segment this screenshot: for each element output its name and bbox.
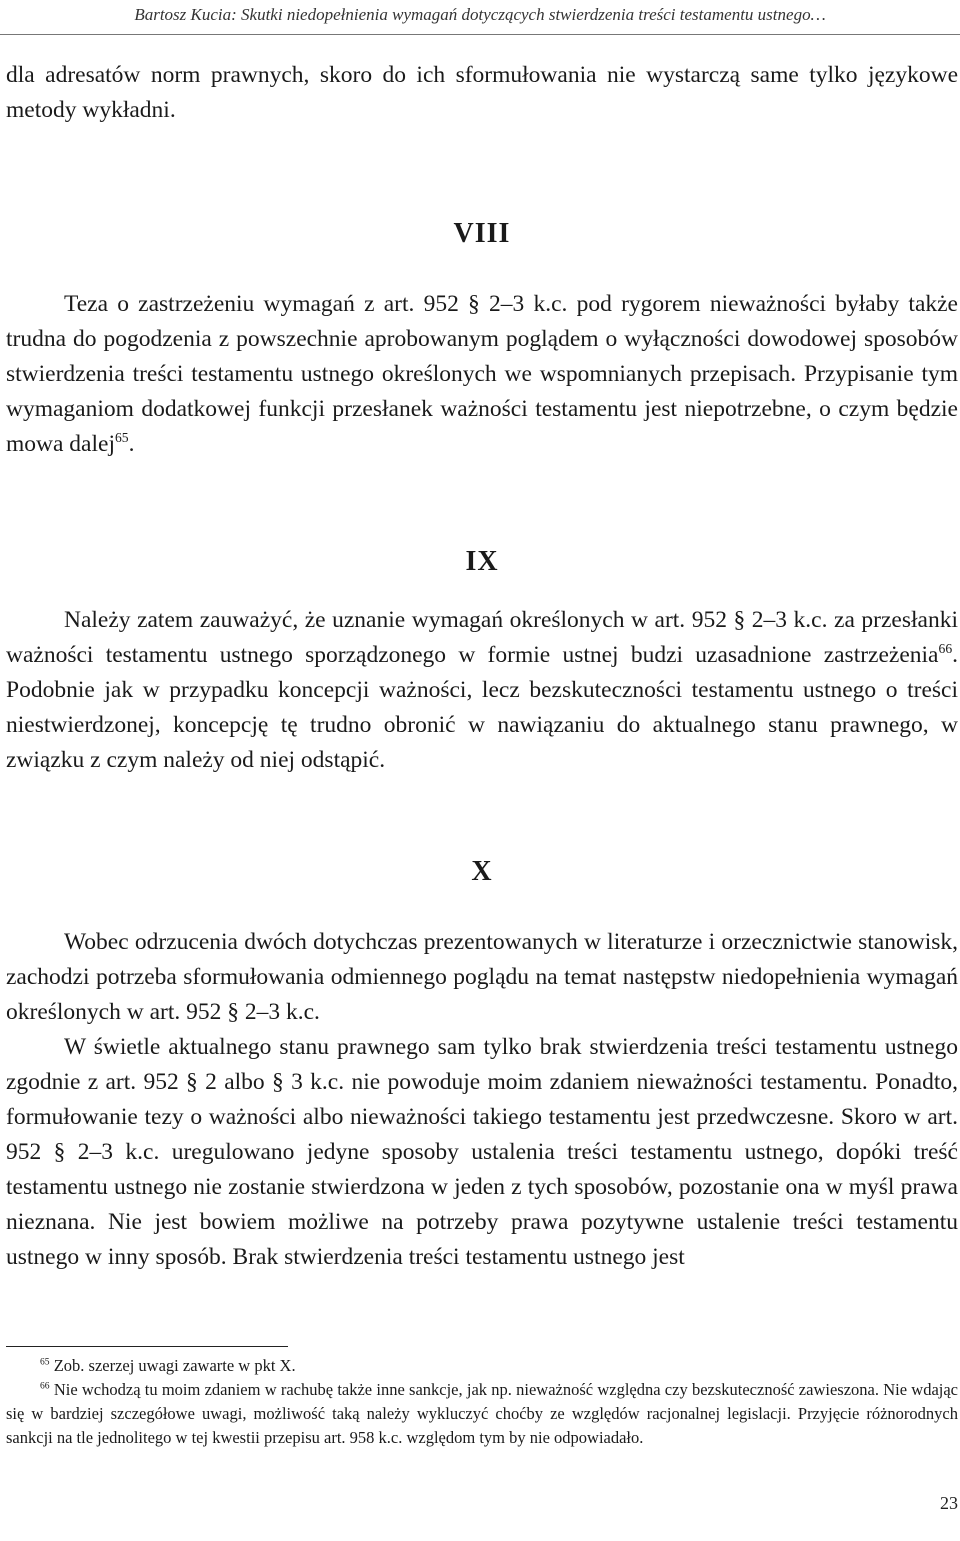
page-content — [6, 58, 958, 1275]
paragraph-text: Teza o zastrzeżeniu wymagań z art. 952 § 2–3 k.c. pod rygorem nieważności byłaby także trudna do pogodzenia z powszechnie aprobowanym poglądem o wyłączności dowodowej sposobów stwierdzenia treści testamentu ustnego określonych we wspomnianych przepisach. Przypisanie tym wymaganiom dodatkowej funkcji przesłanek ważności testamentu jest niepotrzebne, o czym będzie mowa dalej — [6, 291, 958, 457]
footnote-66 — [6, 1378, 958, 1450]
footnote-ref-66: 66 — [938, 641, 953, 657]
paragraph-text: . Podobnie jak w przypadku koncepcji ważności, lecz bezskuteczności testamentu ustnego o treści niestwierdzonej, koncepcję tę trudno obronić w nawiązaniu do aktualnego stanu prawnego, w związku z czym należy od niej odstąpić. — [6, 642, 958, 773]
footnote-number: 65 — [40, 1356, 50, 1368]
section-heading-x: X — [471, 856, 493, 887]
paragraph-text: Należy zatem zauważyć, że uznanie wymagań określonych w art. 952 § 2–3 k.c. za przesłanki ważności testamentu ustnego sporządzonego w formie ustnej budzi uzasadnione zastrzeżenia — [6, 607, 958, 668]
section-viii-paragraph — [6, 287, 958, 462]
section-x-paragraph-1: Wobec odrzucenia dwóch dotychczas prezentowanych w literaturze i orzecznictwie stanowisk, zachodzi potrzeba sformułowania odmiennego poglądu na temat następstw niedopełnienia wymagań określonych w art. 952 § 2–3 k.c. — [6, 929, 958, 1025]
section-heading-ix: IX — [465, 546, 499, 577]
page-number: 23 — [940, 1493, 958, 1513]
footnote-number: 66 — [40, 1380, 50, 1392]
footnotes — [6, 1354, 958, 1450]
footnote-separator — [6, 1346, 288, 1347]
section-heading-viii: VIII — [453, 218, 511, 249]
section-x-paragraph-2: W świetle aktualnego stanu prawnego sam tylko brak stwierdzenia treści testamentu ustnego zgodnie z art. 952 § 2 albo § 3 k.c. nie powoduje moim zdaniem nieważności testamentu. Ponadto, formułowanie tezy o ważności albo nieważności takiego testamentu jest przedwczesne. Skoro w art. 952 § 2–3 k.c. uregulowano jedyne sposoby ustalenia treści testamentu ustnego, dopóki treść testamentu ustnego nie zostanie stwierdzona w jeden z tych sposobów, pozostanie ona w myśl prawa nieznana. Nie jest bowiem możliwe na potrzeby prawa pozytywne ustalenie treści testamentu ustnego w inny sposób. Brak stwierdzenia treści testamentu ustnego jest — [6, 1034, 958, 1270]
footnote-text: Zob. szerzej uwagi zawarte w pkt X. — [53, 1356, 296, 1375]
section-ix-paragraph — [6, 603, 958, 778]
intro-paragraph: dla adresatów norm prawnych, skoro do ich sformułowania nie wystarczą same tylko językowe metody wykładni. — [6, 62, 958, 123]
footnote-text: Nie wchodzą tu moim zdaniem w rachubę także inne sankcje, jak np. nieważność względna czy bezskuteczność zawieszona. Nie wdając się w bardziej szczegółowe uwagi, możliwość taką należy wykluczyć choćby ze względów racjonalnej legislacji. Przyjęcie różnorodnych sankcji na tle jednolitego w tej kwestii przepisu art. 958 k.c. względom tym by nie odpowiadało. — [6, 1380, 958, 1447]
footnote-ref-65: 65 — [114, 430, 129, 446]
running-title: Bartosz Kucia: Skutki niedopełnienia wymagań dotyczących stwierdzenia treści testamentu ustnego… — [134, 5, 826, 24]
paragraph-text: . — [128, 431, 135, 457]
footnote-65 — [6, 1354, 958, 1378]
running-header — [0, 0, 960, 35]
